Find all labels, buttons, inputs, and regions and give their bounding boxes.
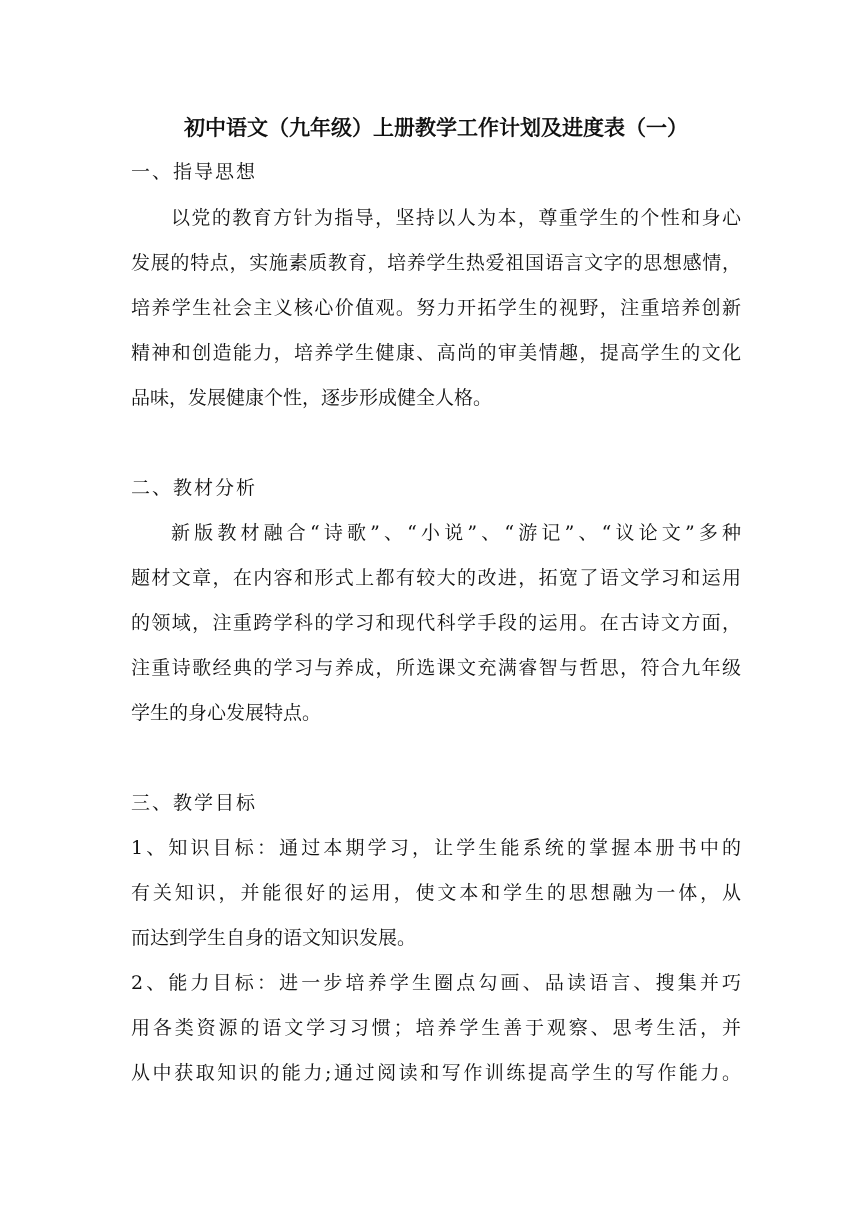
paragraph-line: 1、知识目标：通过本期学习，让学生能系统的掌握本册书中的: [131, 837, 741, 859]
paragraph-line: 以党的教育方针为指导，坚持以人为本，尊重学生的个性和身心: [171, 207, 741, 229]
paragraph-line: 培养学生社会主义核心价值观。努力开拓学生的视野，注重培养创新: [131, 297, 741, 319]
paragraph-line: 品味，发展健康个性，逐步形成健全人格。: [131, 387, 493, 409]
document-title: 初中语文（九年级）上册教学工作计划及进度表（一）: [184, 115, 688, 140]
paragraph-line: 新版教材融合“诗歌”、“小说”、“游记”、“议论文”多种: [171, 522, 741, 544]
paragraph-line: 有关知识，并能很好的运用，使文本和学生的思想融为一体，从: [131, 882, 741, 904]
paragraph-line: 注重诗歌经典的学习与养成，所选课文充满睿智与哲思，符合九年级: [131, 657, 741, 679]
paragraph-line: 精神和创造能力，培养学生健康、高尚的审美情趣，提高学生的文化: [131, 342, 741, 364]
paragraph-line: 2、能力目标：进一步培养学生圈点勾画、品读语言、搜集并巧: [131, 972, 741, 994]
paragraph-line: 而达到学生自身的语文知识发展。: [131, 927, 417, 949]
paragraph-line: 题材文章，在内容和形式上都有较大的改进，拓宽了语文学习和运用: [131, 567, 741, 589]
section-heading-teaching-goals: 三、教学目标: [131, 792, 258, 814]
section-heading-textbook-analysis: 二、教材分析: [131, 477, 258, 499]
paragraph-line: 的领域，注重跨学科的学习和现代科学手段的运用。在古诗文方面，: [131, 612, 741, 634]
paragraph-line: 学生的身心发展特点。: [131, 702, 322, 724]
paragraph-line: 发展的特点，实施素质教育，培养学生热爱祖国语言文字的思想感情，: [131, 252, 741, 274]
section-heading-guiding-ideology: 一、指导思想: [131, 161, 258, 183]
paragraph-line: 用各类资源的语文学习习惯；培养学生善于观察、思考生活，并: [131, 1017, 741, 1039]
paragraph-line: 从中获取知识的能力;通过阅读和写作训练提高学生的写作能力。: [131, 1062, 741, 1084]
